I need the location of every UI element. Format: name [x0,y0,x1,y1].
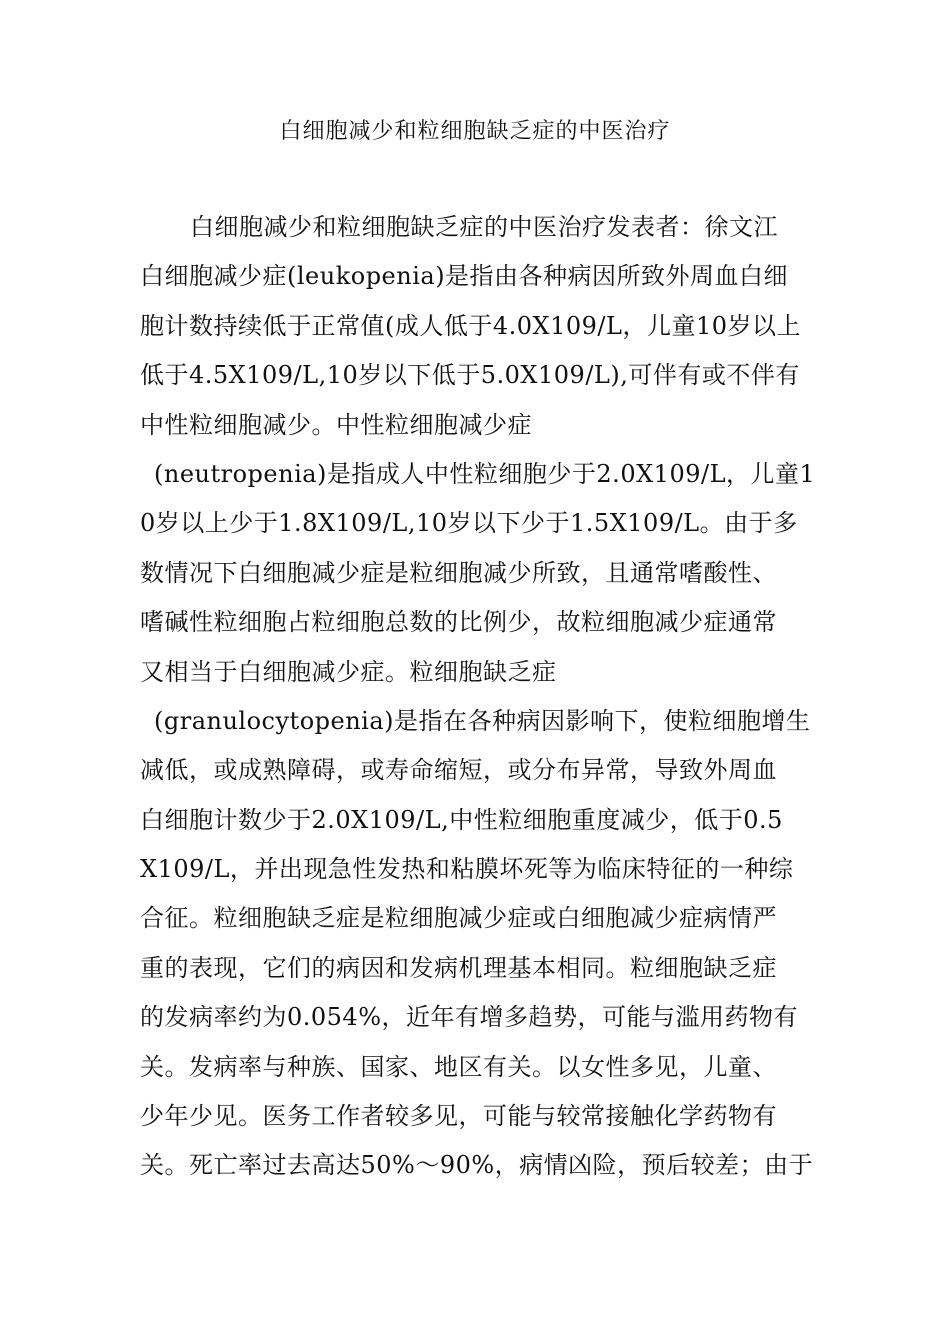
body-line: (granulocytopenia)是指在各种病因影响下，使粒细胞增生 [154,706,811,735]
body-line: 重的表现，它们的病因和发病机理基本相同。粒细胞缺乏症 [140,953,777,982]
body-line: 0岁以上少于1.8X109/L,10岁以下少于1.5X109/L。由于多 [140,509,798,538]
body-line: 嗜碱性粒细胞占粒细胞总数的比例少，故粒细胞减少症通常 [140,608,777,637]
body-line: 合征。粒细胞缺乏症是粒细胞减少症或白细胞减少症病情严 [140,904,777,933]
body-line: 白细胞减少和粒细胞缺乏症的中医治疗发表者：徐文江 [190,213,778,241]
body-line: 又相当于白细胞减少症。粒细胞缺乏症 [140,657,557,686]
body-line: 关。死亡率过去高达50%～90%，病情凶险，预后较差；由于 [140,1151,814,1180]
body-line: 减低，或成熟障碍，或寿命缩短，或分布异常，导致外周血 [140,756,777,785]
body-line: 少年少见。医务工作者较多见，可能与较常接触化学药物有 [140,1102,777,1131]
body-line: 白细胞计数少于2.0X109/L,中性粒细胞重度减少，低于0.5 [140,805,783,834]
body-line: 关。发病率与种族、国家、地区有关。以女性多见，儿童、 [140,1052,777,1081]
body-line: 白细胞减少症(leukopenia)是指由各种病因所致外周血白细 [140,262,789,291]
body-line: 数情况下白细胞减少症是粒细胞减少所致，且通常嗜酸性、 [140,558,777,587]
body-line: 低于4.5X109/L,10岁以下低于5.0X109/L),可伴有或不伴有 [140,361,800,390]
body-line: 胞计数持续低于正常值(成人低于4.0X109/L，儿童10岁以上 [140,311,801,340]
body-line: X109/L，并出现急性发热和粘膜坏死等为临床特征的一种综 [140,855,794,884]
body-line: (neutropenia)是指成人中性粒细胞少于2.0X109/L，儿童1 [154,459,816,488]
document-title: 白细胞减少和粒细胞缺乏症的中医治疗 [279,119,671,144]
body-line: 中性粒细胞减少。中性粒细胞减少症 [140,410,532,439]
body-line: 的发病率约为0.054%，近年有增多趋势，可能与滥用药物有 [140,1003,799,1032]
document-body [140,206,830,1194]
